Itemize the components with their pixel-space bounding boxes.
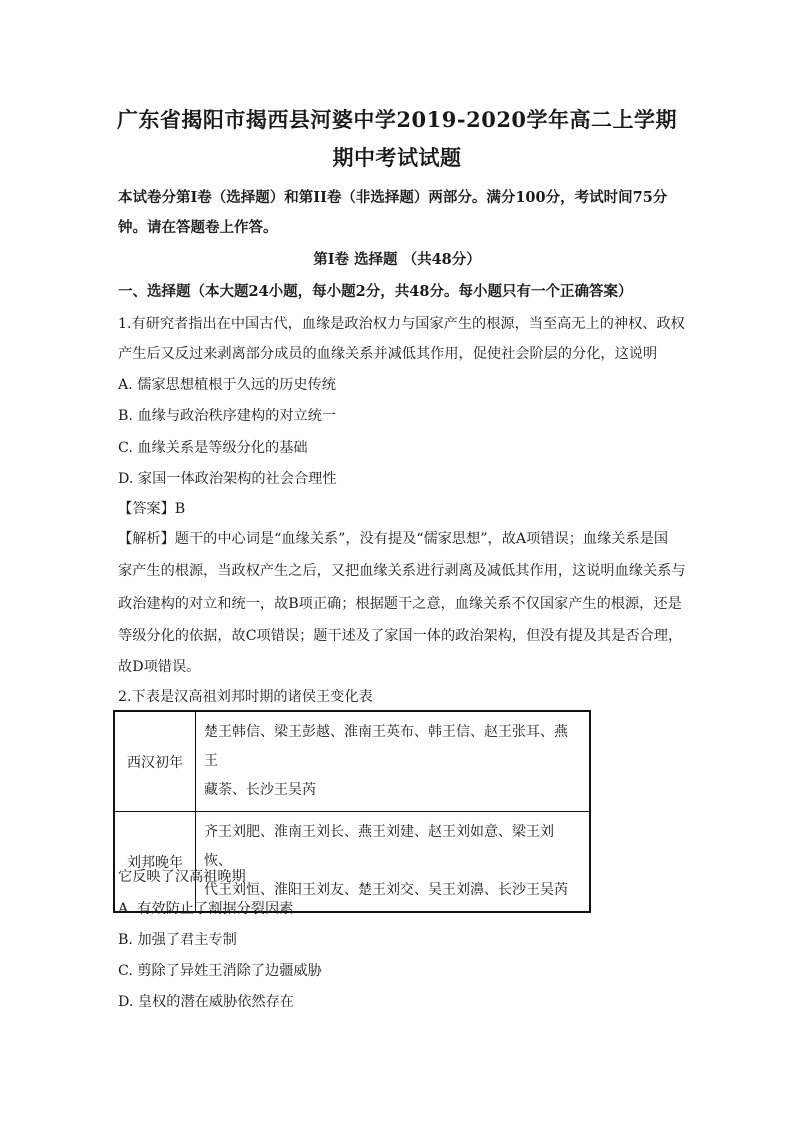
q1-option-c: C. 血缘关系是等级分化的基础 (118, 440, 308, 456)
table-row-value (196, 812, 591, 913)
intro-line2: 钟。请在答题卷上作答。 (118, 219, 278, 236)
table-row (114, 711, 590, 812)
q1-analysis-line3: 政治建构的对立和统一，故B项正确；根据题干之意，血缘关系不仅国家产生的根源，还是 (118, 596, 682, 612)
q1-analysis-line4: 等级分化的依据，故C项错误；题干述及了家国一体的政治架构，但没有提及其是否合理， (118, 628, 683, 644)
table-row-label: 刘邦晚年 (114, 812, 196, 913)
q1-analysis-line2: 家产生的根源，当政权产生之后，又把血缘关系进行剥离及减低其作用，这说明血缘关系与 (118, 563, 686, 579)
table-row-value-line2: 代王刘恒、淮阳王刘友、楚王刘交、吴王刘濞、长沙王吴芮 (204, 882, 568, 898)
q2-after-text: 它反映了汉高祖晚期 (118, 869, 246, 885)
table-row-label: 西汉初年 (114, 711, 196, 812)
q2-option-b: B. 加强了君主专制 (118, 932, 237, 948)
q2-option-c: C. 剪除了异姓王消除了边疆威胁 (118, 963, 322, 979)
table-row-value-line1: 齐王刘肥、淮南王刘长、燕王刘建、赵王刘如意、梁王刘恢、 (204, 824, 554, 869)
section-title: 第I卷 选择题 （共48分） (313, 251, 481, 268)
q1-option-d: D. 家国一体政治架构的社会合理性 (118, 471, 337, 487)
table-row-value-line2: 藏荼、长沙王吴芮 (204, 782, 316, 798)
table-row (114, 812, 590, 913)
intro-line1: 本试卷分第I卷（选择题）和第II卷（非选择题）两部分。满分100分，考试时间75分 (118, 189, 668, 206)
q2-stem: 2.下表是汉高祖刘邦时期的诸侯王变化表 (118, 689, 373, 705)
q2-option-a: A. 有效防止了割据分裂因素 (118, 901, 294, 917)
q1-analysis-line5: 故D项错误。 (118, 659, 201, 675)
q2-option-d: D. 皇权的潜在威胁依然存在 (118, 994, 294, 1010)
q1-stem-line2: 产生后又反过来剥离部分成员的血缘关系并减低其作用，促使社会阶层的分化，这说明 (118, 346, 658, 362)
q1-stem-line1: 1.有研究者指出在中国古代，血缘是政治权力与国家产生的根源，当至高无上的神权、政权 (118, 316, 685, 332)
q1-option-b: B. 血缘与政治秩序建构的对立统一 (118, 408, 337, 424)
q1-analysis-line1: 【解析】题干的中心词是“血缘关系”，没有提及“儒家思想”，故A项错误；血缘关系是国 (118, 531, 669, 547)
section-heading: 一、选择题（本大题24小题，每小题2分，共48分。每小题只有一个正确答案） (118, 283, 633, 300)
table-row-value-line1: 楚王韩信、梁王彭越、淮南王英布、韩王信、赵王张耳、燕王 (204, 724, 568, 769)
q1-answer: 【答案】B (118, 501, 186, 517)
q1-option-a: A. 儒家思想植根于久远的历史传统 (118, 377, 336, 393)
exam-title-line2: 期中考试试题 (332, 145, 462, 170)
exam-title-line1: 广东省揭阳市揭西县河婆中学2019-2020学年高二上学期 (116, 107, 678, 132)
table-row-value (196, 711, 591, 812)
